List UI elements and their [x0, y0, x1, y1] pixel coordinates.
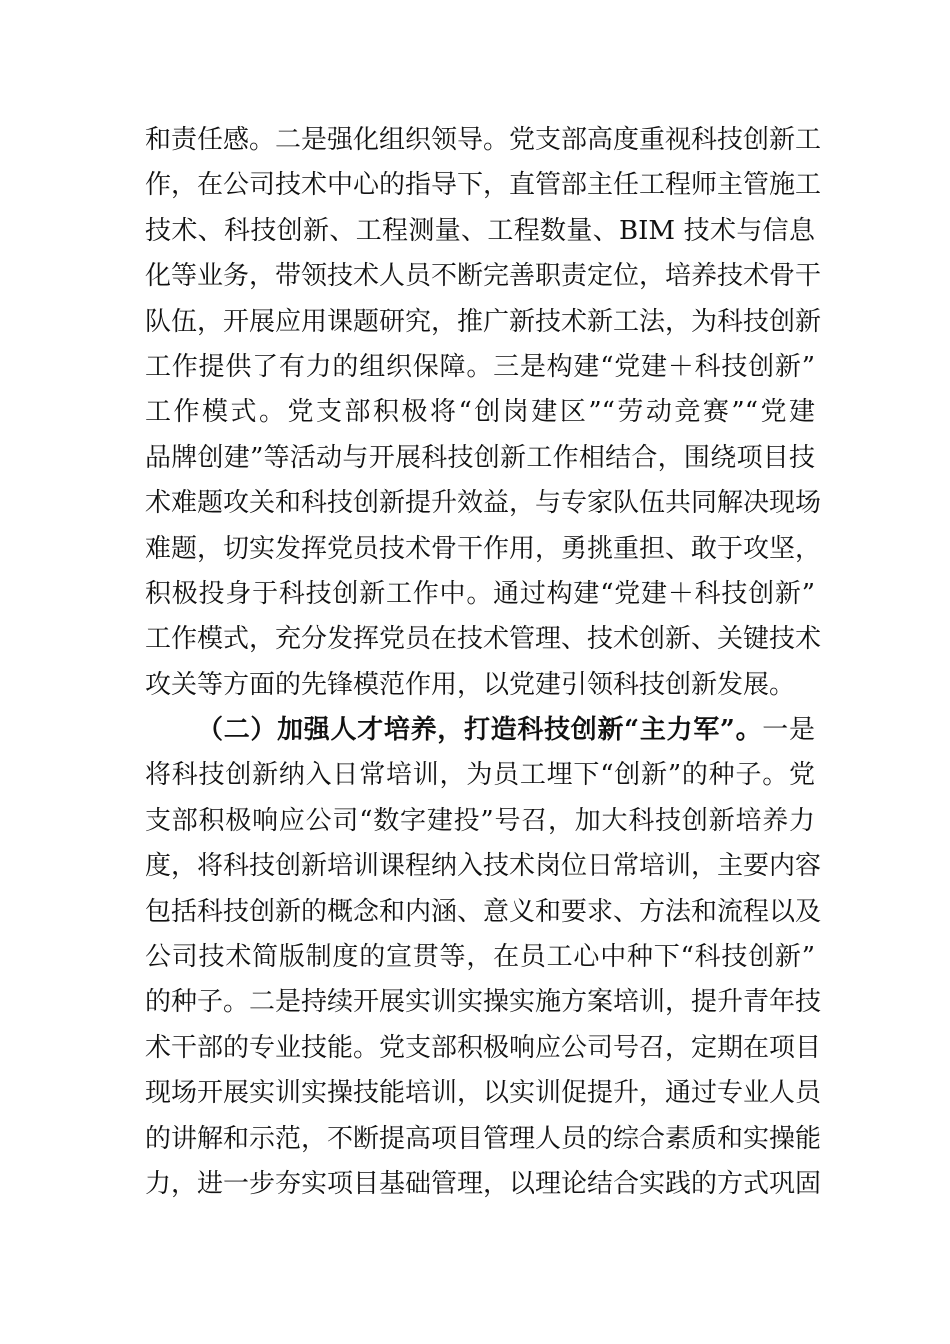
paragraph-first-line	[145, 708, 815, 753]
text-line: 工作模式。党支部积极将“创岗建区”“劳动竞赛”“党建	[145, 397, 815, 428]
text-line: 难题，切实发挥党员技术骨干作用，勇挑重担、敢于攻坚，	[145, 533, 822, 564]
text-line: 力，进一步夯实项目基础管理，以理论结合实践的方式巩固	[145, 1168, 822, 1199]
text-line: 工作模式，充分发挥党员在技术管理、技术创新、关键技术	[145, 624, 822, 655]
text-line: 攻关等方面的先锋模范作用，以党建引领科技创新发展。	[145, 669, 796, 700]
text-line: 包括科技创新的概念和内涵、意义和要求、方法和流程以及	[145, 896, 822, 927]
text-line: 现场开展实训实操技能培训，以实训促提升，通过专业人员	[145, 1078, 822, 1109]
text-line: 化等业务，带领技术人员不断完善职责定位，培养技术骨干	[145, 261, 822, 292]
paragraph-talent-training	[145, 708, 822, 1207]
text-line: 的种子。二是持续开展实训实操实施方案培训，提升青年技	[145, 987, 822, 1018]
text-line: 术难题攻关和科技创新提升效益，与专家队伍共同解决现场	[145, 488, 822, 519]
text-run: 一是	[762, 715, 815, 746]
section-heading: （二）加强人才培养，打造科技创新“主力军”。	[197, 715, 763, 746]
text-line: 品牌创建”等活动与开展科技创新工作相结合，围绕项目技	[145, 442, 815, 473]
text-line: 将科技创新纳入日常培训，为员工埋下“创新”的种子。党	[145, 760, 815, 791]
text-line: 技术、科技创新、工程测量、工程数量、BIM 技术与信息	[145, 215, 815, 246]
text-line: 作，在公司技术中心的指导下，直管部主任工程师主管施工	[145, 170, 822, 201]
text-line: 公司技术简版制度的宣贯等，在员工心中种下“科技创新”	[145, 942, 815, 973]
text-line: 术干部的专业技能。党支部积极响应公司号召，定期在项目	[145, 1032, 822, 1063]
text-line: 工作提供了有力的组织保障。三是构建“党建＋科技创新”	[145, 351, 815, 382]
body-text	[145, 118, 822, 1207]
text-line: 积极投身于科技创新工作中。通过构建“党建＋科技创新”	[145, 578, 815, 609]
text-line: 的讲解和示范，不断提高项目管理人员的综合素质和实操能	[145, 1123, 822, 1154]
text-line: 和责任感。二是强化组织领导。党支部高度重视科技创新工	[145, 125, 822, 155]
text-line: 队伍，开展应用课题研究，推广新技术新工法，为科技创新	[145, 306, 822, 337]
text-line: 支部积极响应公司“数字建投”号召，加大科技创新培养力	[145, 805, 815, 836]
text-line: 度，将科技创新培训课程纳入技术岗位日常培训，主要内容	[145, 851, 822, 882]
paragraph-party-building	[145, 118, 822, 708]
